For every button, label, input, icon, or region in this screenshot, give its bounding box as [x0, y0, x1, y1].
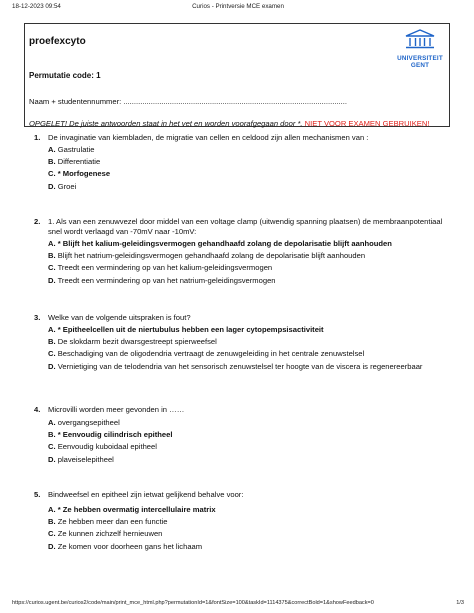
page-number: 1/3: [456, 600, 464, 606]
answer-letter: A.: [48, 145, 56, 154]
warning-text: OPGELET! De juiste antwoorden staat in het vet en worden voorafgegaan door *.: [29, 119, 303, 128]
question-text: Welke van de volgende uitspraken is fout?: [48, 313, 191, 322]
answer-letter: D.: [48, 181, 56, 191]
answer-option-correct: [48, 505, 458, 517]
answer-text: Differentiatie: [57, 157, 101, 167]
answer-text: Eenvoudig kuboidaal epitheel: [57, 442, 157, 452]
print-timestamp: 18-12-2023 09:54: [12, 3, 61, 10]
answer-letter: D.: [48, 275, 56, 285]
answer-text: Ze komen voor doorheen gans het lichaam: [57, 541, 203, 551]
print-header: [12, 3, 464, 13]
answer-option: [48, 182, 458, 194]
answer-letter: C.: [48, 169, 56, 179]
answer-text: * Ze hebben overmatig intercellulaire matrix: [57, 505, 216, 514]
question-number: 3.: [34, 313, 41, 322]
answer-option: [48, 276, 458, 288]
answer-text: Vernietiging van de telodendria van het sensorisch zenuwstelsel ter hoogte van de viscera is regenereerbaar: [57, 361, 423, 371]
question-number: 2.: [34, 217, 41, 226]
question-number: 1.: [34, 133, 41, 142]
answer-text: * Morfogenese: [57, 169, 111, 179]
answer-option: [48, 157, 458, 169]
answer-letter: B.: [48, 251, 56, 261]
answer-text: De slokdarm bezit dwarsgestreept spierweefsel: [57, 337, 217, 347]
answer-key-warning: [29, 118, 439, 129]
answer-option: [48, 362, 458, 384]
answer-letter: B.: [48, 517, 56, 527]
warning-red-text: NIET VOOR EXAMEN GEBRUIKEN!: [304, 119, 430, 128]
answer-letter: B.: [48, 337, 56, 347]
answer-text: overgangsepitheel: [57, 418, 120, 427]
answer-list: [48, 418, 458, 467]
question-text: 1. Als van een zenuwvezel door middel van een voltage clamp (uitwendig spanning plaatsen) de membraanpotentiaal snel wordt verlaagd van -70mV naar -10mV:: [48, 217, 443, 236]
answer-text: Blijft het natrium-geleidingsvermogen gehandhaafd zolang de depolarisatie blijft aanhouden: [57, 251, 366, 261]
question-text: Bindweefsel en epitheel zijn ietwat gelijkend behalve voor:: [48, 490, 244, 499]
answer-text: Treedt een vermindering op van het natrium-geleidingsvermogen: [57, 275, 276, 285]
question-text: Microvilli worden meer gevonden in ……: [48, 405, 185, 414]
answer-text: Ze hebben meer dan een functie: [57, 517, 168, 527]
permutation-code: Permutatie code: 1: [29, 71, 101, 80]
exam-title: proefexcyto: [29, 36, 86, 47]
ugent-logo: [397, 28, 443, 69]
answer-list: [48, 145, 458, 194]
answer-text: * Epitheelcellen uit de niertubulus hebben een lager cytopempsisactiviteit: [57, 325, 324, 334]
exam-header-box: [24, 23, 450, 127]
answer-option-correct: [48, 430, 458, 442]
answer-letter: A.: [48, 325, 56, 334]
answer-text: Beschadiging van de oligodendria vertraagt de zenuwgeleiding in het centrale zenuwstelsel: [57, 349, 365, 359]
answer-text: * Blijft het kalium-geleidingsvermogen gehandhaafd zolang de depolarisatie blijft aanhouden: [57, 239, 392, 248]
answer-text: Ze kunnen zichzelf hernieuwen: [57, 529, 163, 539]
answer-letter: A.: [48, 239, 56, 248]
answer-option-correct: [48, 239, 458, 251]
answer-option: [48, 263, 458, 275]
answer-text: * Eenvoudig cilindrisch epitheel: [57, 430, 173, 440]
logo-line-2: GENT: [410, 62, 430, 69]
answer-letter: D.: [48, 541, 56, 551]
answer-option: [48, 251, 458, 263]
answer-letter: A.: [48, 418, 56, 427]
logo-line-1: UNIVERSITEIT: [397, 55, 443, 62]
answer-option: [48, 349, 458, 361]
answer-option: [48, 418, 458, 430]
print-title: Curios - Printversie MCE examen: [192, 3, 284, 10]
answer-option: [48, 542, 458, 554]
answer-option: [48, 442, 458, 454]
answer-list: [48, 325, 458, 384]
answer-letter: D.: [48, 454, 56, 464]
answer-list: [48, 239, 458, 288]
print-footer: [12, 600, 464, 610]
answer-option: [48, 145, 458, 157]
answer-letter: B.: [48, 157, 56, 167]
answer-text: Treedt een vermindering op van het kalium-geleidingsvermogen: [57, 263, 273, 273]
answer-list: [48, 505, 458, 554]
answer-option-correct: [48, 169, 458, 181]
page-url: https://curios.ugent.be/curios2/code/main/print_mce_html.php?permutationId=1&fontSize=100&taskId=1114375&correctBold=1&showFeedback=0: [12, 600, 374, 606]
answer-option: [48, 517, 458, 529]
student-name-line: Naam + studentennummer: ..........................................................................................................: [29, 97, 347, 106]
question-number: 4.: [34, 405, 41, 414]
answer-option-correct: [48, 325, 458, 337]
answer-text: Gastrulatie: [57, 145, 95, 154]
answer-letter: A.: [48, 505, 56, 514]
answer-option: [48, 529, 458, 541]
question-number: 5.: [34, 490, 41, 499]
answer-letter: B.: [48, 430, 56, 440]
answer-option: [48, 337, 458, 349]
answer-text: Groei: [57, 181, 77, 191]
university-building-icon: [403, 28, 437, 50]
answer-letter: C.: [48, 529, 56, 539]
answer-letter: C.: [48, 442, 56, 452]
answer-letter: C.: [48, 349, 56, 359]
answer-letter: D.: [48, 361, 56, 371]
answer-option: [48, 455, 458, 467]
answer-text: plaveiselepitheel: [57, 454, 114, 464]
question-text: De invaginatie van kiembladen, de migratie van cellen en celdood zijn allen mechanismen van :: [48, 133, 369, 142]
answer-letter: C.: [48, 263, 56, 273]
